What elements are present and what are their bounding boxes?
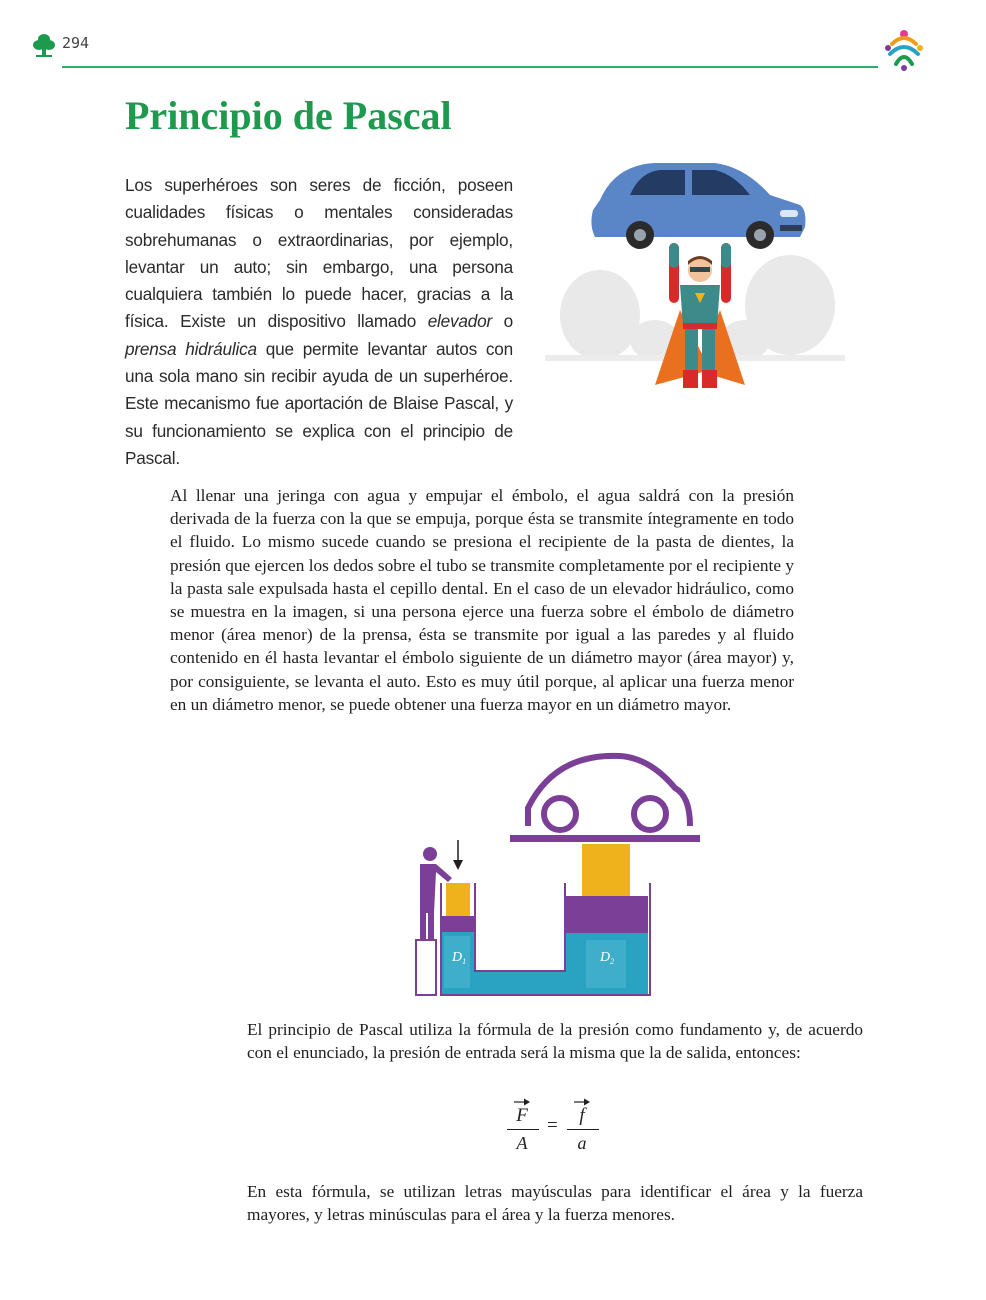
intro-paragraph — [125, 172, 513, 472]
hydraulic-press-diagram — [410, 748, 710, 1000]
body-paragraph-hydraulic-press: Al llenar una jeringa con agua y empujar el émbolo, el agua saldrá con la presión derivada de la fuerza con la que se empuja, porque ésta se transmite íntegramente en todo el fluido. Lo mismo sucede cuando se presiona el recipiente de la pasta de dientes, la presión que ejercen los dedos sobre el tubo se transmite completamente por el recipiente y la pasta sale expulsada hasta el cepillo dental. En el caso de un elevador hidráulico, como se muestra en la imagen, si una persona ejerce una fuerza sobre el émbolo de diámetro menor (área menor) de la prensa, ésta se transmite por igual a las paredes y al fluido contenido en él hasta levantar el émbolo siguiente de un diámetro mayor (área mayor) y, por consiguiente, se levanta el auto. Esto es muy útil porque, al aplicar una fuerza menor en un diámetro menor, se puede obtener una fuerza mayor en un diámetro mayor. — [170, 486, 794, 714]
formula-left-denominator: A — [516, 1133, 528, 1153]
car-icon — [591, 163, 805, 249]
term-prensa-hidraulica: prensa hidráulica — [125, 338, 257, 359]
superhero-lifting-car-illustration — [545, 155, 845, 425]
formula-equals: = — [547, 1115, 558, 1136]
formula-right-numerator: f — [579, 1105, 585, 1126]
intro-text-1: Los superhéroes son seres de ficción, poseen cualidades físicas o mentales consideradas sobrehumanas o extraordinarias, por ejemplo, levantar un auto; sin embargo, una persona cualquiera también lo puede hacer, gracias a la física. Existe un dispositivo llamado — [125, 175, 513, 332]
label-d1: $D_1$ — [452, 950, 467, 966]
fraction-bar-right — [567, 1129, 599, 1130]
term-elevador: elevador — [427, 311, 493, 332]
intro-text-2: que permite levantar autos con una sola mano sin recibir ayuda de un superhéroe. Este mecanismo fue aportación de Blaise Pascal, y su funcionamiento se explica con el principio de Pascal. — [125, 338, 513, 468]
body-paragraph-formula-intro: El principio de Pascal utiliza la fórmula de la presión como fundamento y, de acuerdo con el enunciado, la presión de entrada será la misma que la de salida, entonces: — [247, 1020, 863, 1063]
tree-icon — [33, 32, 55, 58]
header-rule — [62, 66, 878, 68]
superhero-icon — [655, 243, 745, 388]
colorful-logo-icon — [880, 24, 928, 72]
fraction-bar-left — [507, 1129, 539, 1130]
formula-right-denominator: a — [577, 1133, 587, 1153]
label-d2: $D_2$ — [600, 950, 615, 966]
car-outline-icon — [528, 756, 690, 830]
page-title: Principio de Pascal — [125, 93, 452, 138]
intro-connector: o — [492, 311, 513, 332]
body-paragraph-formula-explanation: En esta fórmula, se utilizan letras mayúsculas para identificar el área y la fuerza mayores, y letras minúsculas para el área y la fuerza menores. — [247, 1182, 863, 1225]
pascal-formula — [505, 1095, 605, 1159]
page-number: 294 — [62, 34, 90, 52]
formula-left-numerator: F — [516, 1105, 528, 1126]
